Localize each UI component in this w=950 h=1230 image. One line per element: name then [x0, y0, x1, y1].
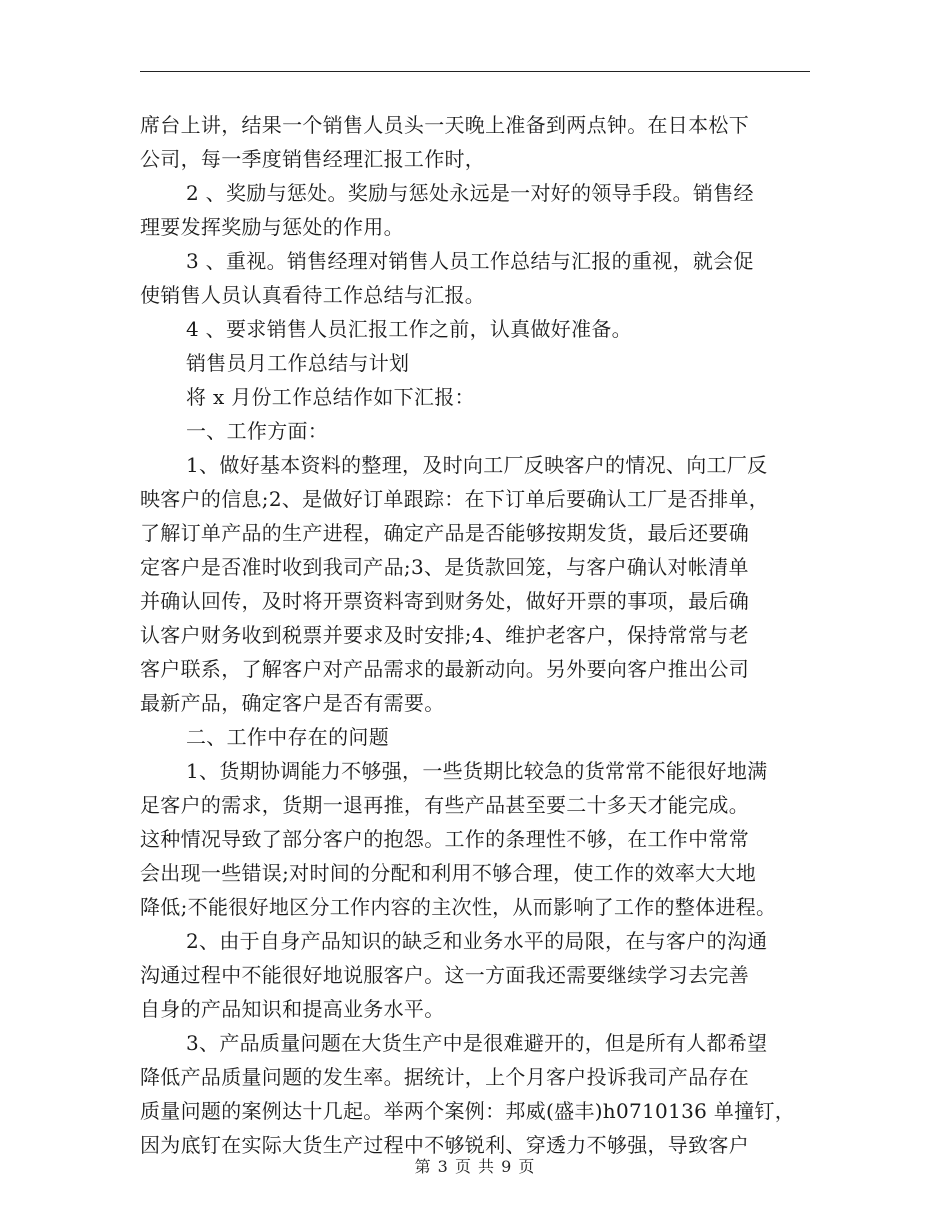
text-line: 足客户的需求，货期一退再推，有些产品甚至要二十多天才能完成。 — [140, 793, 749, 817]
text-line: 沟通过程中不能很好地说服客户。这一方面我还需要继续学习去完善 — [140, 963, 749, 987]
text-line: 降低;不能很好地区分工作内容的主次性，从而影响了工作的整体进程。 — [140, 895, 777, 919]
text-line: 并确认回传，及时将开票资料寄到财务处，做好开票的事项，最后确 — [140, 589, 749, 613]
text-line: 1、货期协调能力不够强，一些货期比较急的货常常不能很好地满 — [186, 759, 768, 783]
text-line: 认客户财务收到税票并要求及时安排;4、维护老客户，保持常常与老 — [140, 623, 749, 647]
text-line: 2、由于自身产品知识的缺乏和业务水平的局限，在与客户的沟通 — [186, 929, 768, 953]
text-line: 2 、奖励与惩处。奖励与惩处永远是一对好的领导手段。销售经 — [186, 181, 754, 205]
text-line: 4 、要求销售人员汇报工作之前，认真做好准备。 — [186, 317, 632, 341]
text-line: 一、工作方面： — [186, 419, 329, 443]
text-line: 质量问题的案例达十几起。举两个案例：邦威(盛丰)h0710136 单撞钉， — [140, 1099, 796, 1123]
text-line: 了解订单产品的生产进程，确定产品是否能够按期发货，最后还要确 — [140, 521, 749, 545]
text-line: 理要发挥奖励与惩处的作用。 — [140, 215, 404, 239]
document-body — [140, 108, 818, 1162]
text-line: 最新产品，确定客户是否有需要。 — [140, 691, 445, 715]
text-line: 因为底钉在实际大货生产过程中不够锐利、穿透力不够强，导致客户 — [140, 1133, 749, 1157]
text-line: 二、工作中存在的问题 — [186, 725, 389, 749]
text-line: 降低产品质量问题的发生率。据统计，上个月客户投诉我司产品存在 — [140, 1065, 749, 1089]
text-line: 映客户的信息;2、是做好订单跟踪：在下订单后要确认工厂是否排单， — [140, 487, 770, 511]
text-line: 会出现一些错误;对时间的分配和利用不够合理，使工作的效率大大地 — [140, 861, 757, 885]
text-line: 使销售人员认真看待工作总结与汇报。 — [140, 283, 486, 307]
text-line: 3 、重视。销售经理对销售人员工作总结与汇报的重视，就会促 — [186, 249, 754, 273]
text-line: 席台上讲，结果一个销售人员头一天晚上准备到两点钟。在日本松下 — [140, 113, 749, 137]
text-line: 1、做好基本资料的整理，及时向工厂反映客户的情况、向工厂反 — [186, 453, 768, 477]
page-number: 第 3 页 共 9 页 — [414, 1157, 536, 1176]
header-rule — [140, 71, 810, 72]
text-line: 公司，每一季度销售经理汇报工作时， — [140, 147, 486, 171]
text-line: 自身的产品知识和提高业务水平。 — [140, 997, 445, 1021]
text-line: 销售员月工作总结与计划 — [186, 351, 410, 375]
text-line: 客户联系，了解客户对产品需求的最新动向。另外要向客户推出公司 — [140, 657, 749, 681]
text-line: 将 x 月份工作总结作如下汇报： — [186, 385, 475, 409]
text-line: 3、产品质量问题在大货生产中是很难避开的，但是所有人都希望 — [186, 1031, 768, 1055]
text-line: 这种情况导致了部分客户的抱怨。工作的条理性不够，在工作中常常 — [140, 827, 749, 851]
text-line: 定客户是否准时收到我司产品;3、是货款回笼，与客户确认对帐清单 — [140, 555, 749, 579]
